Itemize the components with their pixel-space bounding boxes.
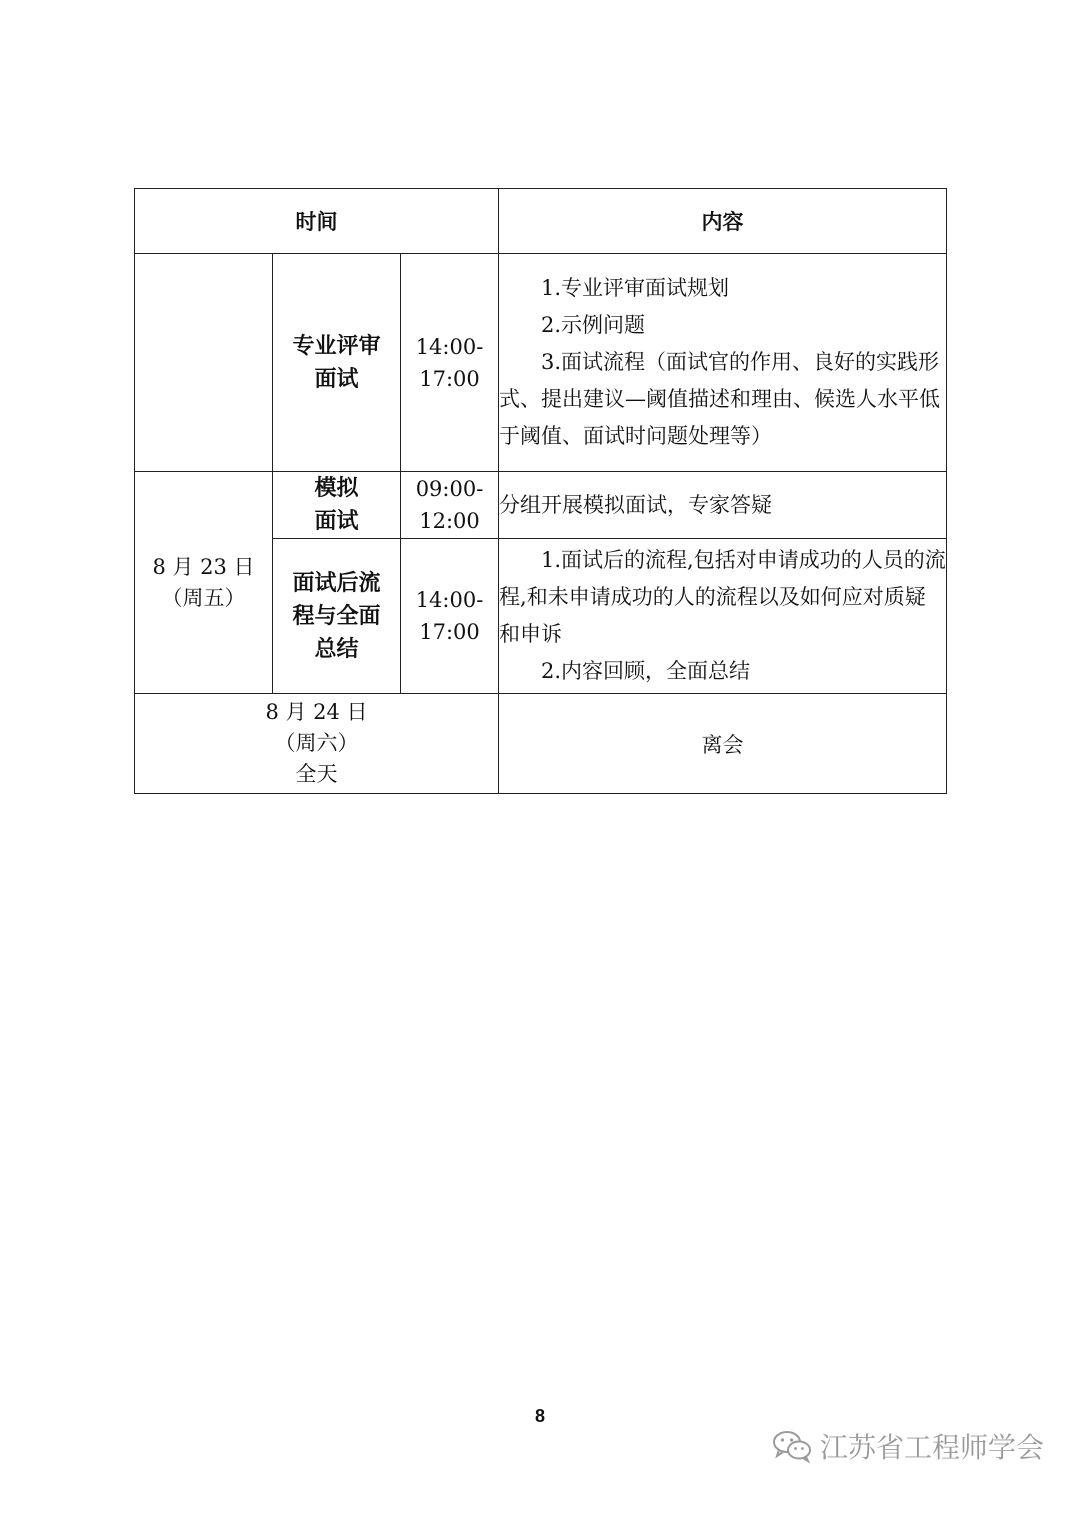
content-cell	[499, 254, 947, 472]
empty-date-cell	[135, 254, 273, 472]
session-line: 程与全面	[292, 603, 381, 629]
session-line: 面试	[314, 366, 359, 392]
table-row	[135, 472, 947, 539]
watermark	[772, 1428, 1044, 1464]
content-item: 1.面试后的流程,包括对申请成功的人员的流程,和未申请成功的人的流程以及如何应对质疑和申诉	[499, 548, 946, 646]
date-line: （周六）	[274, 731, 359, 755]
session-line: 专业评审	[292, 333, 381, 359]
time-end: 12:00	[419, 509, 480, 533]
content-cell	[499, 539, 947, 694]
session-cell	[273, 539, 401, 694]
session-line: 总结	[314, 636, 359, 662]
session-line: 面试	[314, 509, 359, 534]
date-cell	[135, 472, 273, 694]
schedule-table	[134, 188, 947, 794]
watermark-text: 江苏省工程师学会	[819, 1431, 1044, 1464]
time-end: 17:00	[419, 366, 480, 391]
header-content: 内容	[499, 189, 947, 254]
date-line: 8 月 24 日	[265, 700, 368, 724]
session-cell	[273, 254, 401, 472]
date-line: （周五）	[161, 585, 246, 610]
session-line: 模拟	[314, 476, 359, 501]
content-item: 1.专业评审面试规划	[541, 276, 730, 300]
time-end: 17:00	[419, 620, 480, 644]
date-cell	[135, 694, 499, 794]
session-line: 面试后流	[292, 570, 381, 596]
time-start: 14:00-	[415, 588, 484, 612]
content-cell	[499, 472, 947, 539]
page-number: 8	[534, 1406, 545, 1426]
content-cell	[499, 694, 947, 794]
time-start: 14:00-	[415, 334, 484, 359]
date-line: 8 月 23 日	[152, 554, 255, 579]
content-item: 3.面试流程（面试官的作用、良好的实践形式、提出建议—阈值描述和理由、候选人水平低于阈值、面试时问题处理等）	[499, 350, 941, 448]
content-item: 2.示例问题	[541, 313, 646, 337]
time-cell	[401, 472, 499, 539]
content-item: 2.内容回顾，全面总结	[541, 659, 751, 683]
session-cell	[273, 472, 401, 539]
header-row	[135, 189, 947, 254]
table-row	[135, 254, 947, 472]
header-time: 时间	[135, 189, 499, 254]
content-item: 离会	[701, 732, 744, 757]
table-row	[135, 694, 947, 794]
time-cell	[401, 254, 499, 472]
content-item: 分组开展模拟面试，专家答疑	[499, 492, 773, 517]
wechat-icon	[772, 1429, 812, 1463]
time-start: 09:00-	[415, 477, 484, 501]
time-cell	[401, 539, 499, 694]
date-line: 全天	[295, 762, 338, 786]
